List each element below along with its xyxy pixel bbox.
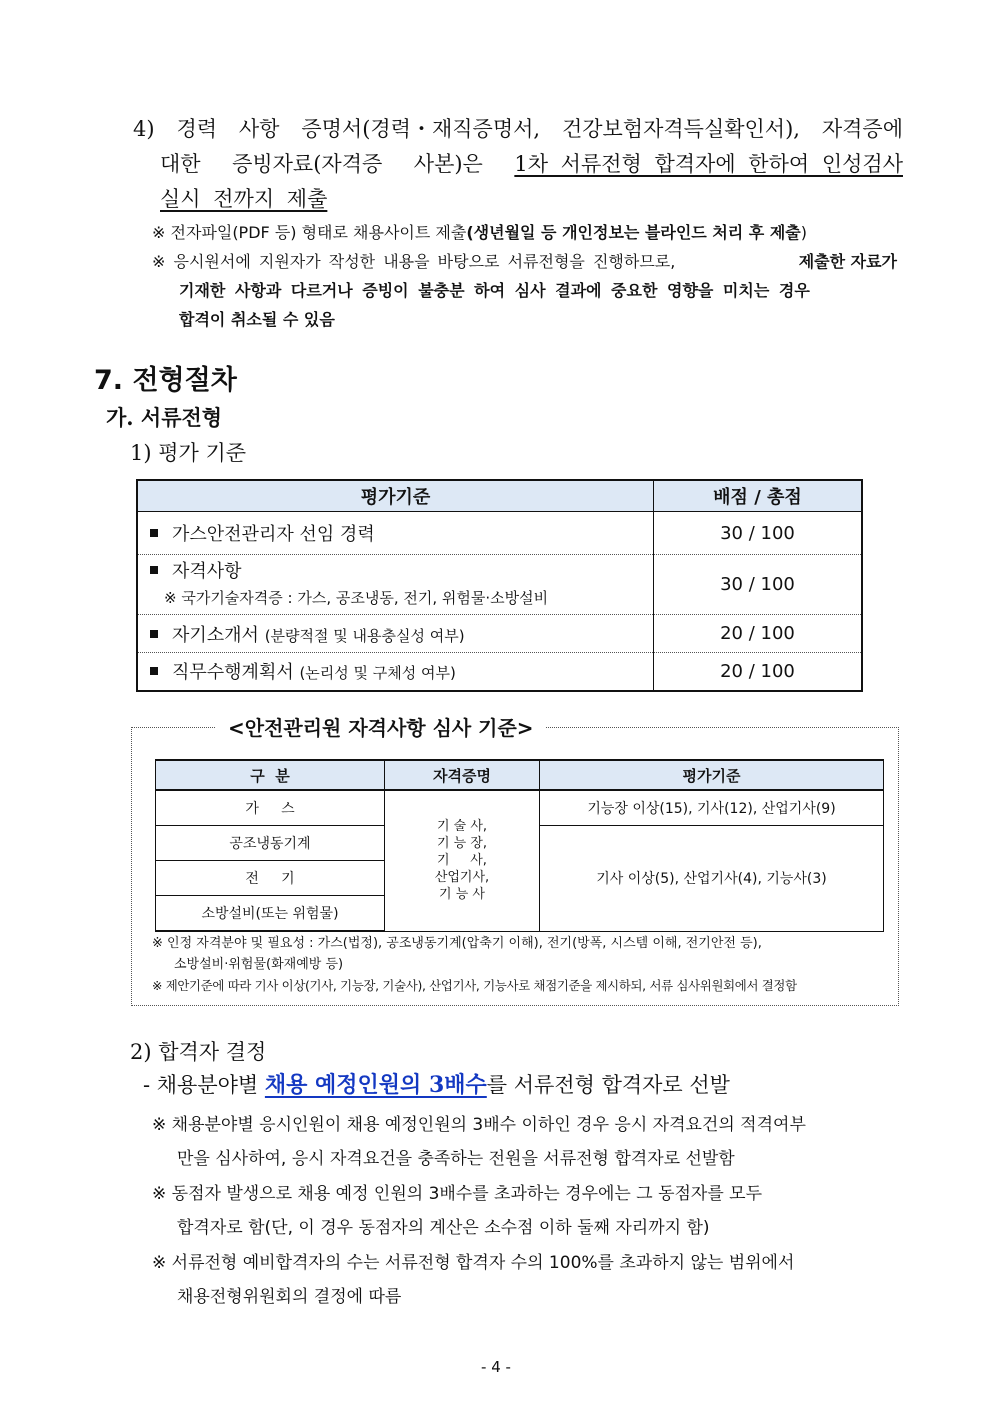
table-row	[156, 790, 884, 826]
header-score: 배점 / 총점	[654, 480, 863, 512]
note-line: 만을 심사하여, 응시 자격요건을 충족하는 전원을 서류전형 합격자로 선발함	[177, 1149, 735, 1169]
category-cell: 전 기	[156, 861, 385, 896]
qualification-notes	[152, 933, 797, 996]
text: 경력	[176, 117, 218, 141]
section-4-line-2	[133, 147, 903, 182]
table-header-row	[156, 760, 884, 790]
criteria-cell	[137, 615, 654, 653]
note-line: 합격자로 함(단, 이 경우 동점자의 계산은 소수점 이하 둘째 자리까지 함)	[177, 1218, 710, 1238]
table-header-row	[137, 480, 862, 512]
text: 를 서류전형 합격자로 선발	[486, 1073, 730, 1097]
table-row	[137, 653, 862, 691]
selection-notes	[152, 1108, 897, 1314]
criteria-label: 자기소개서	[172, 624, 259, 646]
text: )	[800, 223, 807, 242]
criteria-detail: (분량적절 및 내용충실성 여부)	[264, 626, 465, 645]
criteria-cell: 기능장 이상(15), 기사(12), 산업기사(9)	[540, 790, 884, 826]
category-cell: 소방설비(또는 위험물)	[156, 896, 385, 932]
cert-line: 기 사,	[437, 853, 487, 869]
table-row	[137, 512, 862, 555]
text: 대한	[160, 152, 201, 176]
qualification-box-title: <안전관리원 자격사항 심사 기준>	[216, 712, 546, 741]
text: 사본)은	[413, 152, 483, 176]
text: - 채용분야별	[143, 1073, 259, 1097]
table-row	[137, 615, 862, 653]
subsection-a-heading: 가. 서류전형	[106, 405, 223, 430]
section-4-line-3	[133, 182, 903, 217]
bold-text: (생년월일 등 개인정보는 블라인드 처리 후 제출	[466, 223, 801, 242]
underlined-text: 1차 서류전형 합격자에 한하여 인성검사	[514, 152, 903, 176]
text: 증명서(경력・재직증명서,	[301, 117, 541, 141]
criteria-label: 가스안전관리자 선임 경력	[172, 524, 375, 545]
criteria-detail: (논리성 및 구체성 여부)	[299, 664, 456, 683]
header-criteria: 평가기준	[137, 480, 654, 512]
section-4-paragraph	[133, 112, 903, 217]
section-7-heading	[94, 358, 237, 397]
cert-line: 기 능 사	[439, 887, 485, 903]
header-cert: 자격증명	[385, 760, 540, 790]
bold-text: 기재한 사항과 다르거나 증빙이 불충분 하여 심사 결과에 중요한 영향을 미치는 경우	[179, 281, 810, 300]
bold-text: 제출한 자료가	[798, 252, 897, 271]
cert-cell	[385, 790, 540, 931]
bullet-square-icon	[150, 630, 158, 638]
cert-line: 기 능 장,	[436, 836, 488, 852]
text: ※ 응시원서에 지원자가 작성한 내용을 바탕으로 서류전형을 진행하므로,	[152, 252, 676, 271]
note-2-line-1	[152, 247, 897, 276]
text: ※ 전자파일(PDF 등) 형태로 채용사이트 제출	[152, 223, 467, 242]
bullet-square-icon	[150, 566, 158, 574]
page-number: - 4 -	[481, 1358, 511, 1376]
header-category: 구 분	[156, 760, 385, 790]
item-1-heading: 1) 평가 기준	[130, 441, 247, 465]
underlined-text: 실시 전까지 제출	[160, 187, 328, 211]
criteria-label: 자격사항	[172, 560, 242, 582]
criteria-cell	[137, 653, 654, 691]
text: 증빙자료(자격증	[232, 152, 383, 176]
criteria-table	[136, 479, 863, 692]
note-line: ※ 동점자 발생으로 채용 예정 인원의 3배수를 초과하는 경우에는 그 동점자를 모두	[152, 1184, 763, 1204]
heading-text: 7. 전형절차	[94, 365, 237, 396]
text: 사항	[238, 117, 280, 141]
note-2-line-2	[152, 276, 897, 305]
selection-rule	[143, 1068, 730, 1103]
score-cell: 30 / 100	[654, 555, 863, 615]
note-line: 채용전형위원회의 결정에 따름	[177, 1287, 402, 1307]
qualification-table	[155, 759, 884, 932]
note-2-line-3	[152, 305, 897, 334]
bullet-square-icon	[150, 529, 158, 537]
criteria-detail: ※ 국가기술자격증 : 가스, 공조냉동, 전기, 위험물·소방설비	[164, 588, 549, 607]
cert-line: 기 술 사,	[436, 819, 488, 835]
category-cell: 가 스	[156, 790, 385, 826]
bold-text: 합격이 취소될 수 있음	[179, 310, 335, 329]
score-cell: 30 / 100	[654, 512, 863, 555]
note-line: ※ 인정 자격분야 및 필요성 : 가스(법정), 공조냉동기계(압축기 이해), 전기(방폭, 시스템 이해, 전기안전 등),	[152, 936, 762, 951]
score-cell: 20 / 100	[654, 615, 863, 653]
header-criteria: 평가기준	[540, 760, 884, 790]
score-cell: 20 / 100	[654, 653, 863, 691]
category-cell: 공조냉동기계	[156, 826, 385, 861]
table-row	[137, 555, 862, 615]
section-4-line-1	[133, 112, 903, 147]
cert-line: 산업기사,	[434, 870, 490, 886]
text: 자격증에	[821, 117, 903, 141]
text: 4)	[133, 117, 155, 141]
section-4-notes	[152, 218, 897, 334]
bullet-square-icon	[150, 667, 158, 675]
criteria-cell	[137, 555, 654, 615]
note-1	[152, 218, 897, 247]
criteria-cell	[137, 512, 654, 555]
text: 건강보험자격득실확인서),	[561, 117, 800, 141]
note-line: 소방설비·위험물(화재예방 등)	[174, 957, 344, 972]
note-line: ※ 서류전형 예비합격자의 수는 서류전형 합격자 수의 100%를 초과하지 않는 범위에서	[152, 1253, 795, 1273]
note-line: ※ 제안기준에 따라 기사 이상(기사, 기능장, 기술사), 산업기사, 기능사로 채점기준을 제시하되, 서류 심사위원회에서 결정함	[152, 978, 797, 993]
item-2-heading: 2) 합격자 결정	[130, 1040, 267, 1064]
note-line: ※ 채용분야별 응시인원이 채용 예정인원의 3배수 이하인 경우 응시 자격요건의 적격여부	[152, 1115, 806, 1135]
criteria-label: 직무수행계획서	[172, 662, 294, 684]
highlighted-text: 채용 예정인원의 3배수	[264, 1072, 487, 1098]
criteria-cell: 기사 이상(5), 산업기사(4), 기능사(3)	[540, 826, 884, 932]
